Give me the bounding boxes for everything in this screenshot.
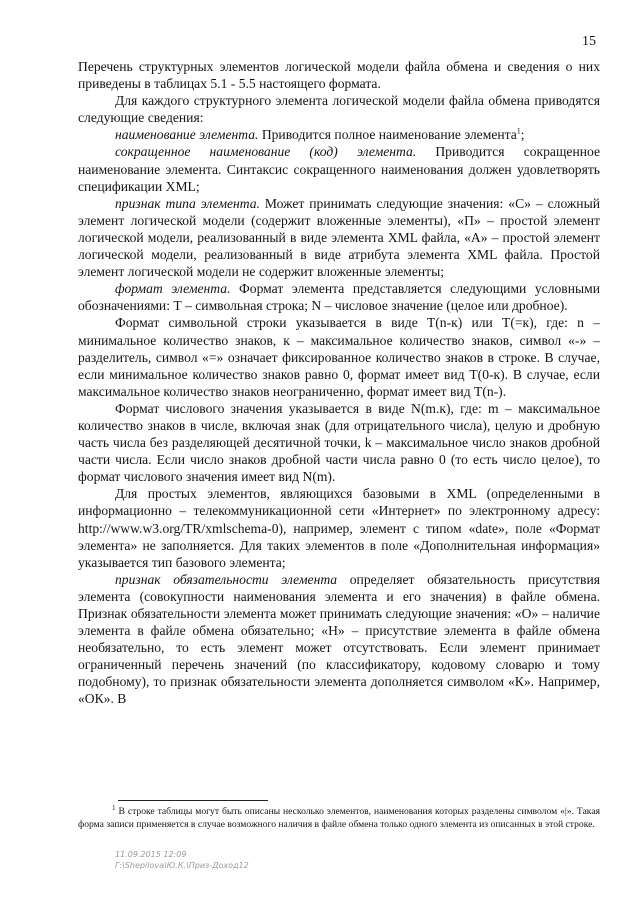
paragraph-text: Формат элемента представляется следующими условными обозначениями: Т – символьная строка; N – числовое значение (целое или дробное). (78, 281, 600, 314)
footnote (78, 803, 600, 831)
paragraph-text: Приводится сокращенное наименование элемента. Синтаксис сокращенного наименования должен удовлетворять спецификации XML; (78, 144, 601, 194)
stamp-path: Г:\Shepilova\Ю.К.\Приз-Доход12 (115, 861, 249, 870)
document-body (78, 58, 600, 708)
paragraph-text: Формат символьной строки указывается в виде Т(n-к) или Т(=к), где: n – минимальное количество знаков, к – максимальное количество знаков, символ «-» – разделитель, символ «=» означает фиксированное количество знаков в строке. В случае, если минимальное количество знаков равно 0, формат имеет вид Т(0-к). В случае, если максимальное количество знаков неограниченно, формат имеет вид Т(n-). (78, 315, 600, 399)
paragraph-text: Перечень структурных элементов логической модели файла обмена и сведения о них приведены в таблицах 5.1 - 5.5 настоящего формата. (78, 59, 600, 92)
paragraph-text: Приводится полное наименование элемента (258, 127, 517, 143)
paragraph-info-list-intro (78, 92, 600, 126)
page-number: 15 (582, 34, 596, 49)
term: наименование элемента. (115, 127, 259, 143)
file-stamp (115, 849, 249, 871)
paragraph-base-elements (78, 485, 600, 570)
footnote-text: В строке таблицы могут быть описаны несколько элементов, наименования которых разделены символом «|». Такая форма записи применяется в случае возможного наличия в файле обмена только одного элемента из описанных в этой строке. (78, 806, 600, 830)
paragraph-string-format (78, 314, 600, 399)
footnote-reference: 1 (516, 126, 521, 136)
footnote-divider (118, 800, 268, 801)
paragraph-text: определяет обязательность присутствия элемента (совокупности наименования элемента и его значения) в файле обмена. Признак обязательности элемента может принимать следующие значения: «О» – наличие элемента в файле обмена обязательно; «Н» – присутствие элемента в файле обмена необязательно, то есть элемент может отсутствовать. Если элемент принимает ограниченный перечень значений (по классификатору, кодовому словарю и тому подобному), то признак обязательности элемента дополняется символом «К». Например, «ОК». В (78, 571, 601, 707)
paragraph-text: Может принимать следующие значения: «С» – сложный элемент логической модели (содержит вложенные элементы), «П» – простой элемент логической модели, реализованный в виде элемента XML файла, «А» – простой элемент логической модели, реализованный в виде атрибута элемента XML файла. Простой элемент логической модели не содержит вложенные элементы; (78, 195, 600, 280)
paragraph-element-format (78, 280, 600, 314)
paragraph-element-code (78, 143, 600, 194)
footnote-mark: 1 (112, 803, 116, 812)
paragraph-element-type (78, 195, 600, 280)
stamp-date: 11.09.2015 12:09 (115, 850, 187, 859)
paragraph-intro (78, 58, 600, 92)
paragraph-obligation (78, 571, 600, 708)
term: сокращенное наименование (код) элемента. (115, 144, 417, 160)
paragraph-text: Для простых элементов, являющихся базовыми в XML (определенными в информационно – телекоммуникационной сети «Интернет» по электронному адресу: http://www.w3.org/TR/xmlschema-0), например, элемент с типом «date», поле «Формат элемента» не заполняется. Для таких элементов в поле «Дополнительная информация» указывается тип базового элемента; (78, 486, 600, 570)
term: формат элемента. (115, 281, 231, 297)
term: признак обязательности элемента (115, 571, 338, 587)
paragraph-tail: ; (520, 127, 525, 143)
paragraph-text: Формат числового значения указывается в виде N(m.к), где: m – максимальное количество знаков в числе, включая знак (для отрицательного числа), целую и дробную часть числа без разделяющей десятичной точки, k – максимальное число знаков дробной части числа. Если число знаков дробной части числа равно 0 (то есть число целое), то формат числового значения имеет вид N(m). (78, 400, 600, 485)
paragraph-number-format (78, 400, 600, 485)
paragraph-element-name (78, 126, 600, 143)
footnotes (78, 803, 600, 831)
paragraph-text: Для каждого структурного элемента логической модели файла обмена приводятся следующие сведения: (78, 93, 600, 126)
term: признак типа элемента. (115, 195, 260, 211)
